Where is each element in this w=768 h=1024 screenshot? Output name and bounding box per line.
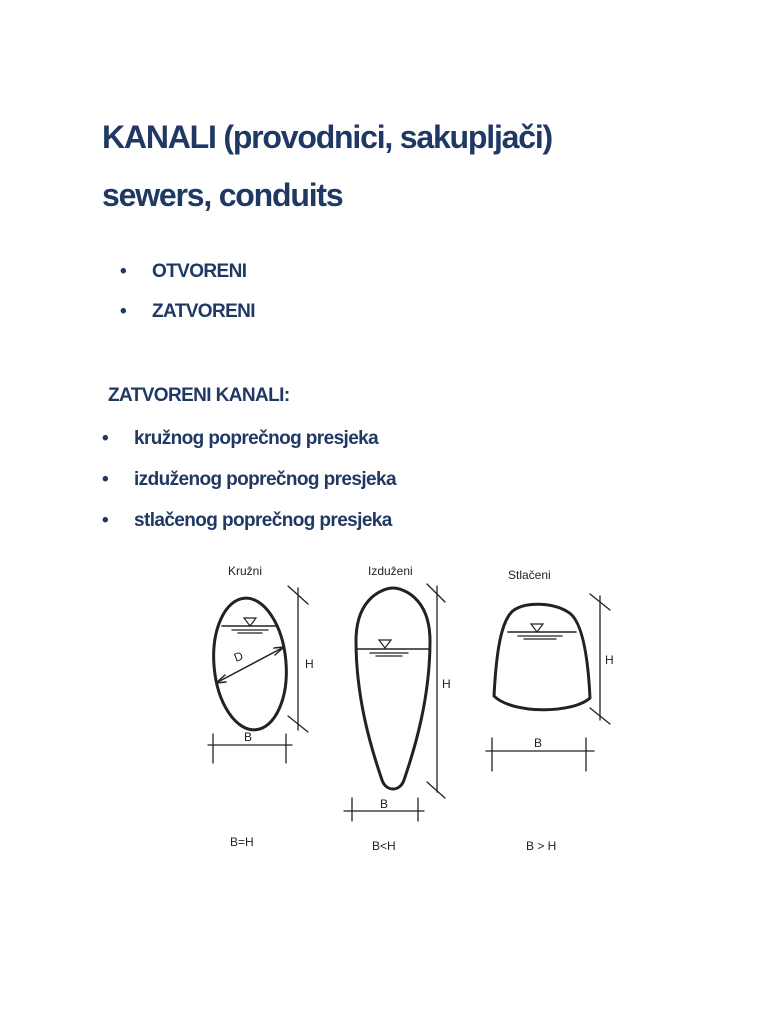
- list-item: [102, 500, 396, 541]
- elongated-height-label: H: [442, 677, 451, 691]
- circular-height-label: H: [305, 657, 314, 671]
- circular-outline: [208, 595, 291, 733]
- elongated-outline: [356, 588, 430, 789]
- page-title: [102, 108, 552, 224]
- water-level-icon: [531, 624, 543, 632]
- elongated-width-label: B: [380, 797, 389, 811]
- list-item-label: izduženog poprečnog presjeka: [134, 469, 396, 490]
- bullet-icon: •: [102, 428, 109, 449]
- water-level-icon: [379, 640, 391, 648]
- compressed-relation: B > H: [526, 839, 557, 853]
- circular-width-label: B: [244, 730, 253, 744]
- list-item-label: OTVORENI: [152, 261, 247, 282]
- list-item: [102, 418, 396, 459]
- circular-relation: B=H: [230, 835, 254, 849]
- cross-section-figure: [180, 548, 650, 870]
- tick-icon: [427, 782, 445, 798]
- elongated-title: Izduženi: [368, 564, 413, 578]
- tick-icon: [427, 584, 445, 602]
- cross-section-drawing: [180, 548, 650, 870]
- bullet-icon: •: [102, 510, 109, 531]
- title-line-2: sewers, conduits: [102, 177, 343, 213]
- bullet-icon: •: [102, 469, 109, 490]
- list-item: [120, 292, 255, 332]
- closed-channels-list: [102, 418, 396, 541]
- compressed-height-label: H: [605, 653, 614, 667]
- bullet-icon: •: [120, 301, 127, 322]
- circular-title: Kružni: [228, 564, 263, 578]
- list-item-label: kružnog poprečnog presjeka: [134, 428, 379, 449]
- channel-types-list: [120, 252, 255, 332]
- title-line-1: KANALI (provodnici, sakupljači): [102, 119, 552, 155]
- circular-section: [208, 586, 308, 763]
- list-item: [120, 252, 255, 292]
- elongated-section: [344, 584, 445, 821]
- compressed-title: Stlačeni: [508, 568, 551, 582]
- list-item-label: stlačenog poprečnog presjeka: [134, 510, 392, 531]
- compressed-section: [486, 594, 610, 771]
- bullet-icon: •: [120, 261, 127, 282]
- compressed-width-label: B: [534, 736, 543, 750]
- closed-channels-heading: ZATVORENI KANALI:: [108, 385, 290, 406]
- elongated-relation: B<H: [372, 839, 396, 853]
- diameter-line: [216, 647, 284, 683]
- list-item-label: ZATVORENI: [152, 301, 255, 322]
- water-level-icon: [244, 618, 256, 626]
- list-item: [102, 459, 396, 500]
- compressed-outline: [494, 604, 590, 710]
- circular-diameter-label: D: [231, 648, 246, 665]
